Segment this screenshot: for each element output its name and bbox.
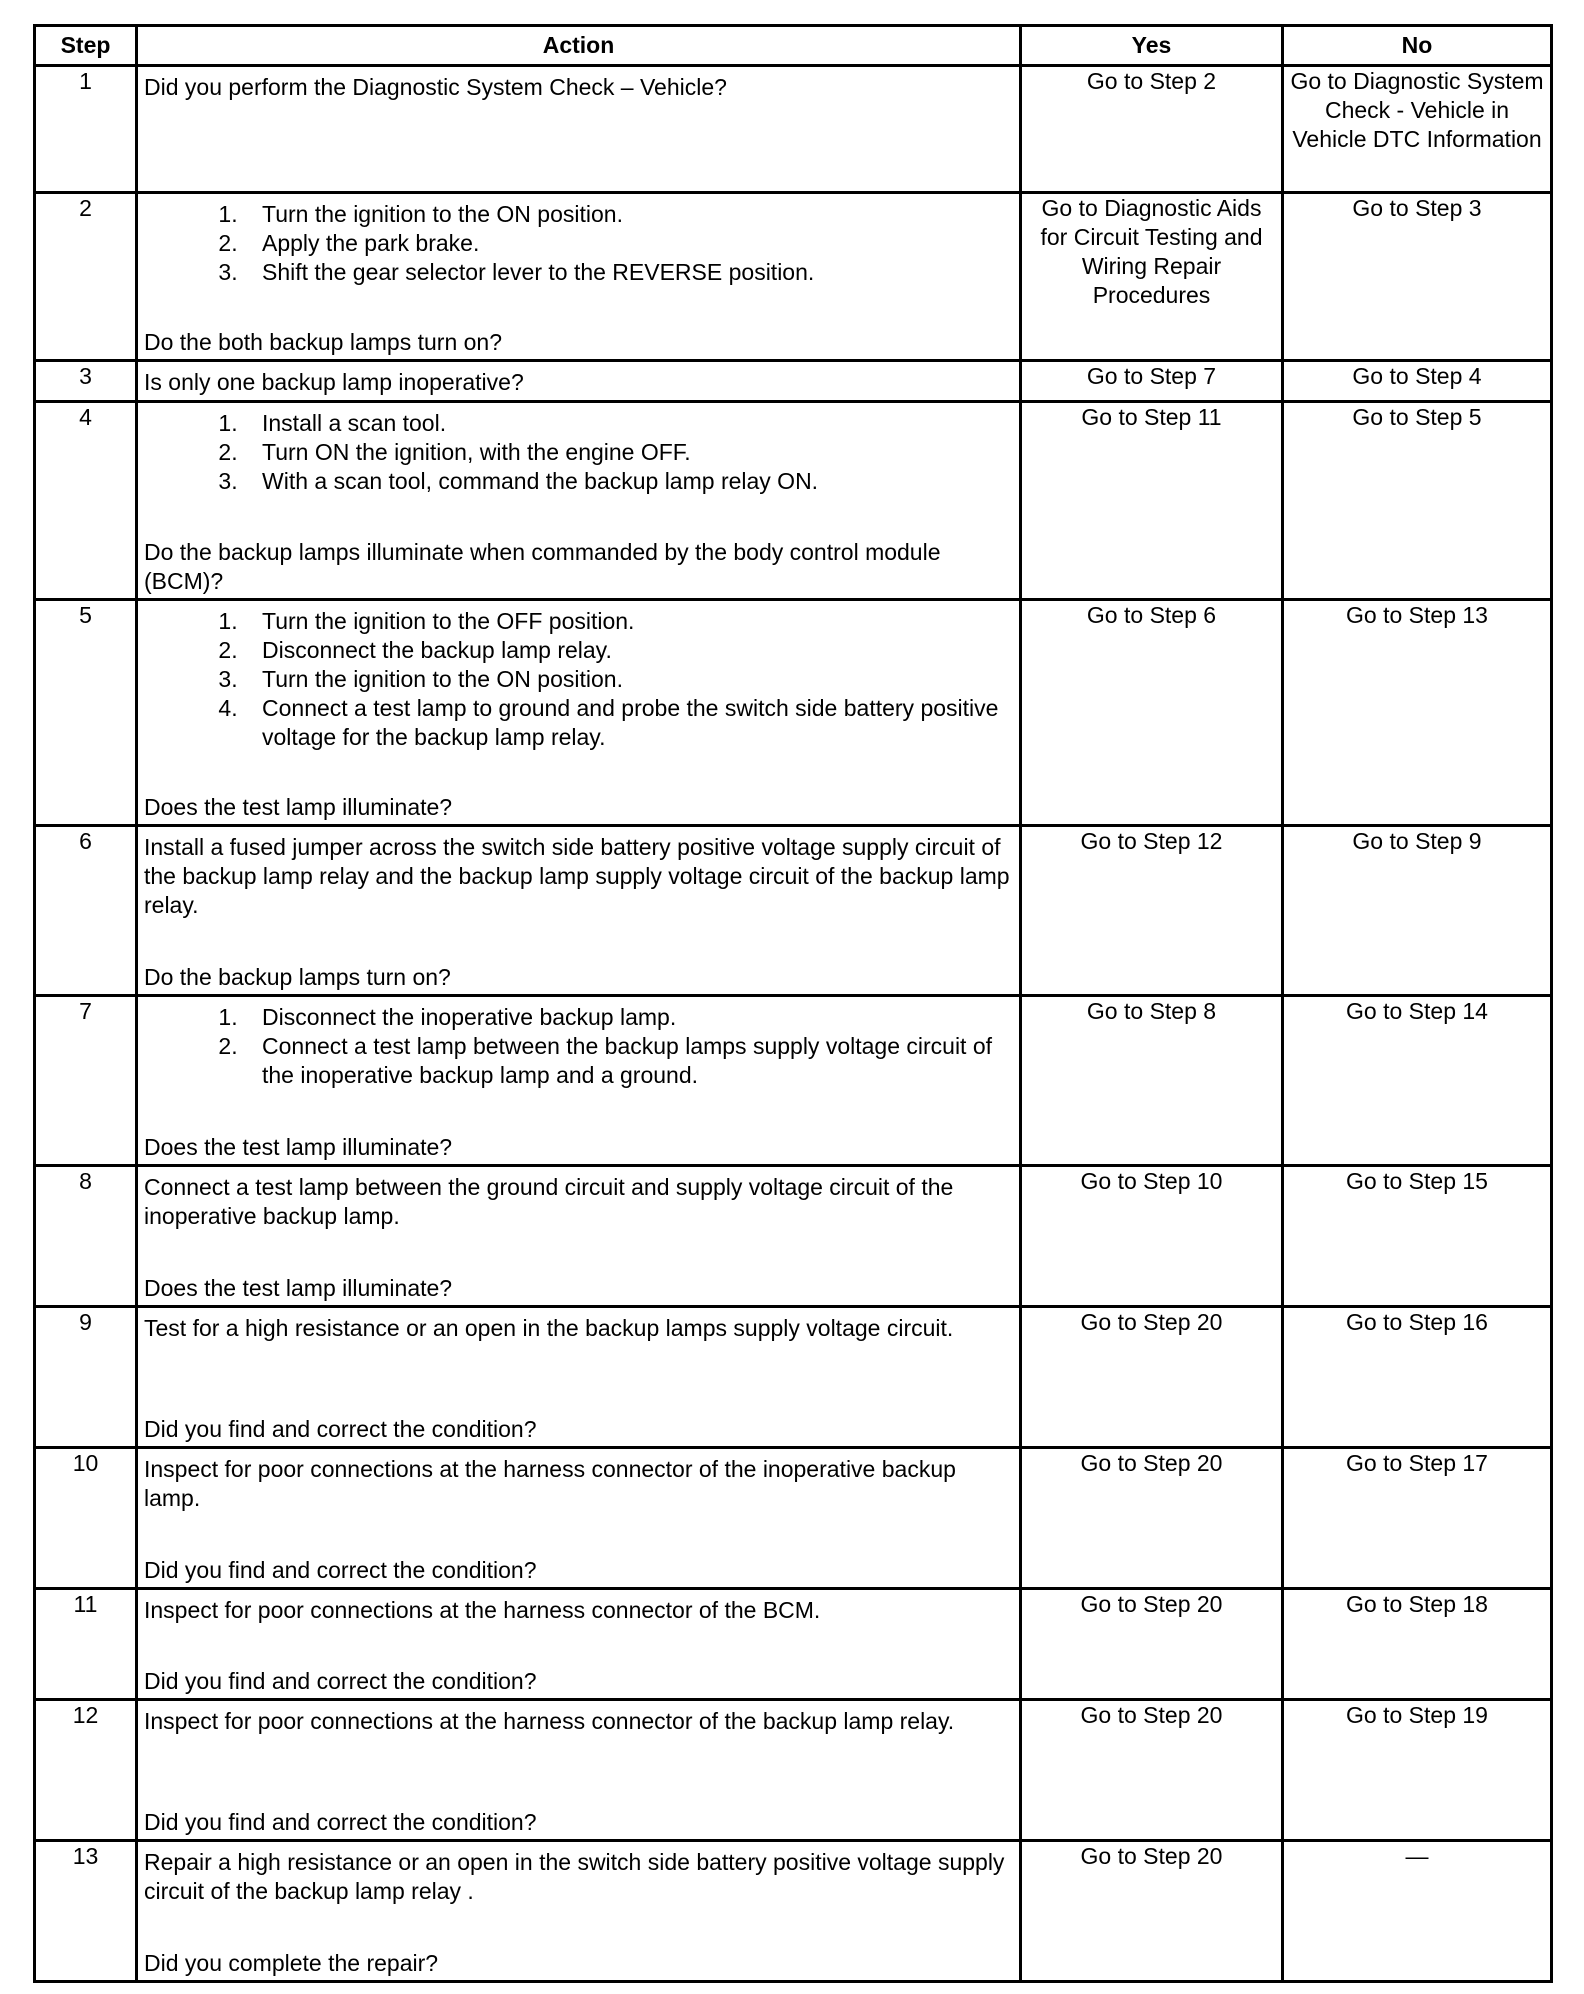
yes-result: Go to Step 2 — [1021, 66, 1283, 193]
action-list-item: 2. Turn ON the ignition, with the engine OFF. — [244, 438, 1013, 467]
no-result: Go to Step 14 — [1283, 996, 1552, 1166]
yes-result: Go to Step 6 — [1021, 600, 1283, 826]
header-row — [35, 26, 1552, 66]
action-cell — [137, 1166, 1021, 1307]
action-question: Do the backup lamps illuminate when commanded by the body control module (BCM)? — [144, 539, 941, 594]
step-number: 5 — [35, 600, 137, 826]
action-list — [144, 409, 1013, 496]
action-list-item: 1. Turn the ignition to the OFF position. — [244, 607, 1013, 636]
action-cell — [137, 996, 1021, 1166]
yes-result: Go to Step 20 — [1021, 1307, 1283, 1448]
action-cell — [137, 826, 1021, 996]
action-text: Inspect for poor connections at the harness connector of the backup lamp relay. — [144, 1708, 955, 1734]
step-number: 11 — [35, 1589, 137, 1700]
step-number: 4 — [35, 402, 137, 600]
no-result: Go to Step 9 — [1283, 826, 1552, 996]
action-question: Does the test lamp illuminate? — [144, 794, 453, 820]
action-cell — [137, 600, 1021, 826]
action-question: Did you complete the repair? — [144, 1950, 439, 1976]
table-row — [35, 1307, 1552, 1448]
action-list — [144, 607, 1013, 752]
header-step: Step — [35, 26, 137, 66]
yes-result: Go to Step 20 — [1021, 1841, 1283, 1982]
no-result: Go to Step 18 — [1283, 1589, 1552, 1700]
action-cell — [137, 361, 1021, 402]
action-question: Did you find and correct the condition? — [144, 1416, 537, 1442]
no-result: Go to Diagnostic System Check - Vehicle in Vehicle DTC Information — [1283, 66, 1552, 193]
step-number: 7 — [35, 996, 137, 1166]
no-result: Go to Step 16 — [1283, 1307, 1552, 1448]
table-row — [35, 1700, 1552, 1841]
header-no: No — [1283, 26, 1552, 66]
action-question: Did you find and correct the condition? — [144, 1557, 537, 1583]
action-question: Did you find and correct the condition? — [144, 1668, 537, 1694]
action-cell — [137, 1841, 1021, 1982]
action-list-item: 3. With a scan tool, command the backup lamp relay ON. — [244, 467, 1013, 496]
yes-result: Go to Step 20 — [1021, 1700, 1283, 1841]
table-row — [35, 402, 1552, 600]
yes-result: Go to Step 11 — [1021, 402, 1283, 600]
action-cell — [137, 193, 1021, 361]
action-cell — [137, 402, 1021, 600]
action-list-item: 2. Disconnect the backup lamp relay. — [244, 636, 1013, 665]
header-action: Action — [137, 26, 1021, 66]
no-result: Go to Step 5 — [1283, 402, 1552, 600]
action-list-item: 1. Disconnect the inoperative backup lamp. — [244, 1003, 1013, 1032]
action-text: Did you perform the Diagnostic System Check – Vehicle? — [144, 74, 727, 100]
action-cell — [137, 1589, 1021, 1700]
table-row — [35, 1166, 1552, 1307]
action-list-item: 1. Install a scan tool. — [244, 409, 1013, 438]
no-result: Go to Step 17 — [1283, 1448, 1552, 1589]
no-result: Go to Step 19 — [1283, 1700, 1552, 1841]
yes-result: Go to Step 10 — [1021, 1166, 1283, 1307]
action-list-item: 3. Shift the gear selector lever to the REVERSE position. — [244, 258, 1013, 287]
step-number: 13 — [35, 1841, 137, 1982]
action-text: Is only one backup lamp inoperative? — [144, 369, 524, 395]
action-list — [144, 200, 1013, 287]
no-result: Go to Step 4 — [1283, 361, 1552, 402]
no-result: Go to Step 13 — [1283, 600, 1552, 826]
yes-result: Go to Step 20 — [1021, 1448, 1283, 1589]
yes-result: Go to Step 8 — [1021, 996, 1283, 1166]
table-row — [35, 193, 1552, 361]
action-text: Repair a high resistance or an open in the switch side battery positive voltage supply circuit of the backup lamp relay . — [144, 1849, 1005, 1904]
action-cell — [137, 1448, 1021, 1589]
table-row — [35, 1448, 1552, 1589]
action-cell — [137, 1307, 1021, 1448]
table-row — [35, 1589, 1552, 1700]
table-row — [35, 826, 1552, 996]
action-cell — [137, 1700, 1021, 1841]
action-text: Test for a high resistance or an open in the backup lamps supply voltage circuit. — [144, 1315, 954, 1341]
action-list-item: 2. Connect a test lamp between the backup lamps supply voltage circuit of the inoperative backup lamp and a ground. — [244, 1032, 1013, 1090]
table-row — [35, 996, 1552, 1166]
step-number: 8 — [35, 1166, 137, 1307]
yes-result: Go to Diagnostic Aids for Circuit Testing and Wiring Repair Procedures — [1021, 193, 1283, 361]
step-number: 2 — [35, 193, 137, 361]
step-number: 12 — [35, 1700, 137, 1841]
yes-result: Go to Step 12 — [1021, 826, 1283, 996]
step-number: 6 — [35, 826, 137, 996]
yes-result: Go to Step 7 — [1021, 361, 1283, 402]
action-list-item: 1. Turn the ignition to the ON position. — [244, 200, 1013, 229]
header-yes: Yes — [1021, 26, 1283, 66]
action-text: Connect a test lamp between the ground circuit and supply voltage circuit of the inoperative backup lamp. — [144, 1174, 954, 1229]
action-list-item: 3. Turn the ignition to the ON position. — [244, 665, 1013, 694]
action-question: Did you find and correct the condition? — [144, 1809, 537, 1835]
action-question: Does the test lamp illuminate? — [144, 1134, 453, 1160]
action-question: Do the backup lamps turn on? — [144, 964, 451, 990]
step-number: 9 — [35, 1307, 137, 1448]
no-result: Go to Step 3 — [1283, 193, 1552, 361]
step-number: 1 — [35, 66, 137, 193]
action-cell — [137, 66, 1021, 193]
step-number: 10 — [35, 1448, 137, 1589]
step-number: 3 — [35, 361, 137, 402]
no-result: Go to Step 15 — [1283, 1166, 1552, 1307]
action-text: Inspect for poor connections at the harness connector of the BCM. — [144, 1597, 821, 1623]
action-list-item: 4. Connect a test lamp to ground and probe the switch side battery positive voltage for the backup lamp relay. — [244, 694, 1013, 752]
action-list — [144, 1003, 1013, 1090]
table-row — [35, 361, 1552, 402]
action-question: Do the both backup lamps turn on? — [144, 329, 503, 355]
action-question: Does the test lamp illuminate? — [144, 1275, 453, 1301]
action-list-item: 2. Apply the park brake. — [244, 229, 1013, 258]
no-result: — — [1283, 1841, 1552, 1982]
action-text: Install a fused jumper across the switch side battery positive voltage supply circuit of the backup lamp relay and the backup lamp supply voltage circuit of the backup lamp relay. — [144, 834, 1010, 918]
yes-result: Go to Step 20 — [1021, 1589, 1283, 1700]
table-row — [35, 1841, 1552, 1982]
action-text: Inspect for poor connections at the harness connector of the inoperative backup lamp. — [144, 1456, 956, 1511]
table-row — [35, 600, 1552, 826]
diagnostic-table — [33, 24, 1553, 1983]
table-row — [35, 66, 1552, 193]
